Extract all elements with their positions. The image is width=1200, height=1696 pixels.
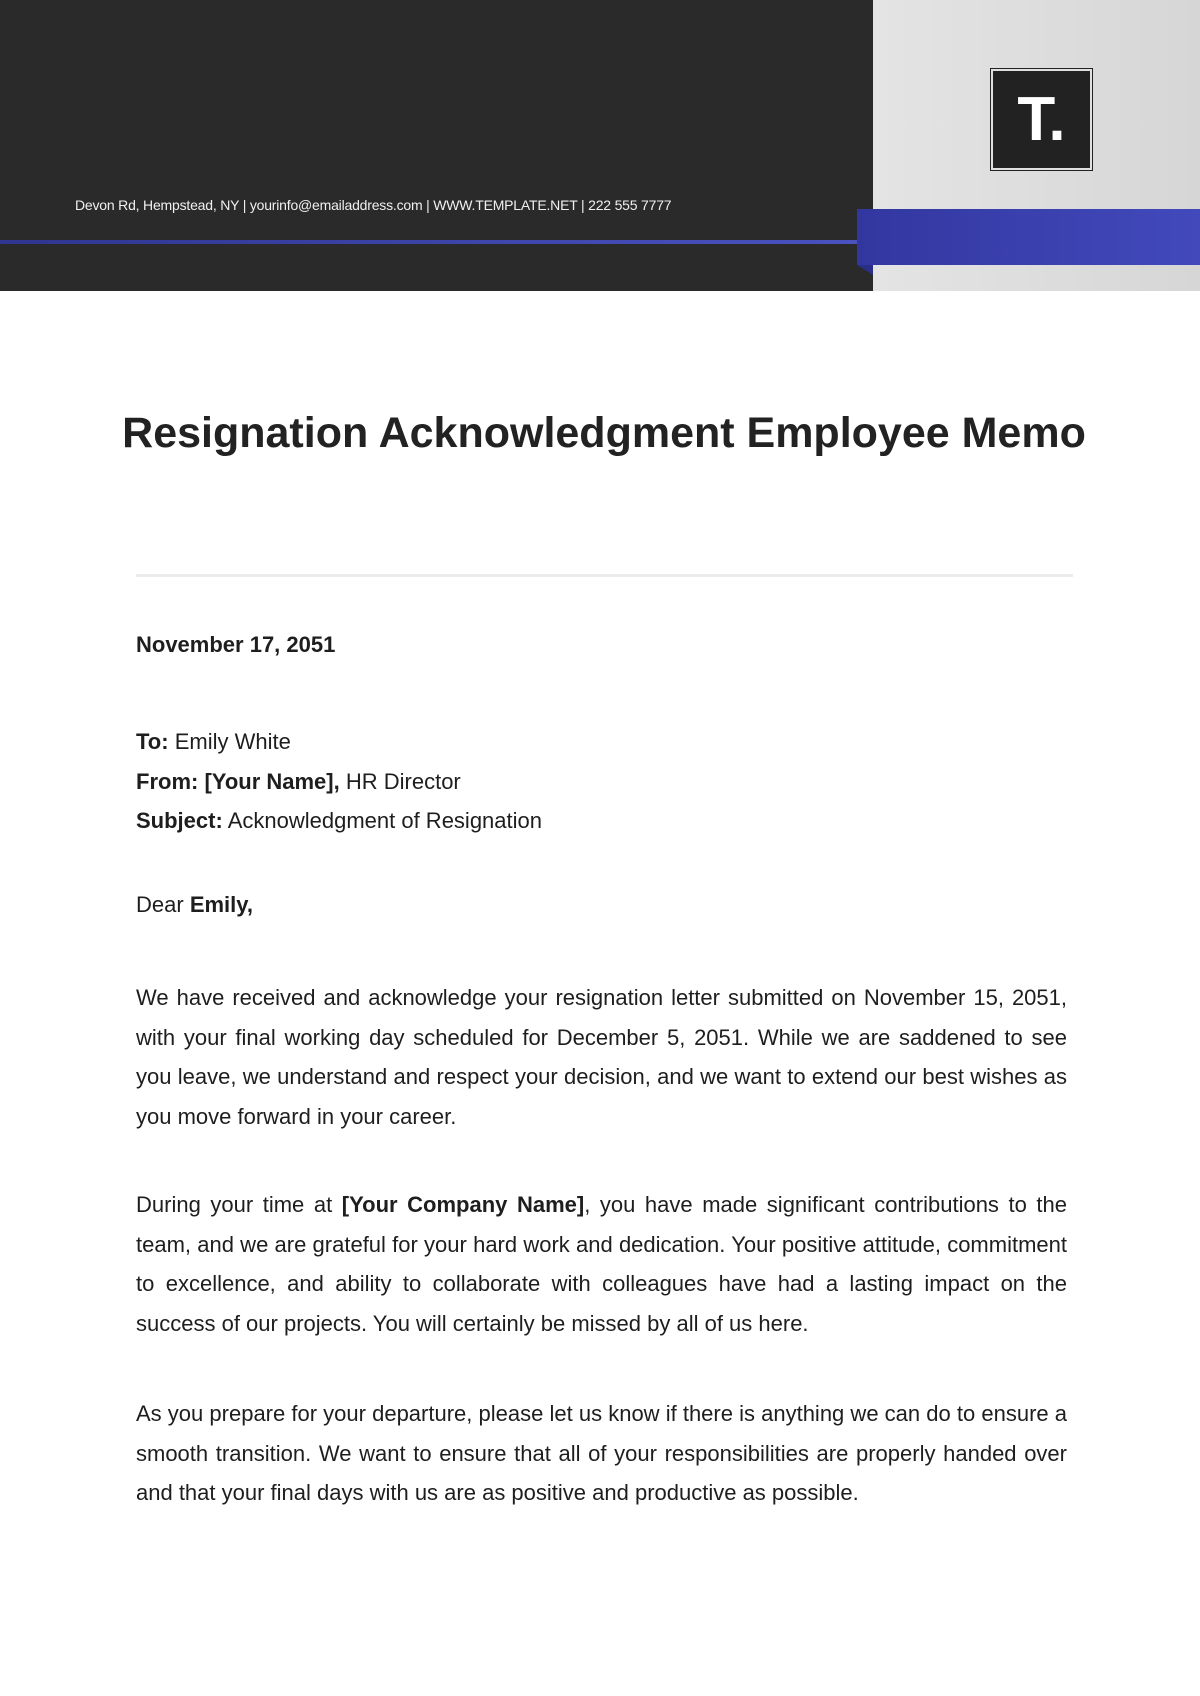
paragraph-3: As you prepare for your departure, please let us know if there is anything we can do to ensure a smooth transition. We want to ensure that all of your responsibilities are properly handed over and that your final days with us are as positive and productive as possible.	[136, 1401, 1067, 1505]
from-name: [Your Name],	[204, 768, 340, 794]
from-value: HR Director	[345, 768, 461, 794]
accent-band-fold	[857, 265, 873, 275]
contact-info: Devon Rd, Hempstead, NY | yourinfo@emailaddress.com | WWW.TEMPLATE.NET | 222 555 7777	[75, 197, 672, 213]
greeting	[136, 892, 1067, 918]
greeting-name: Emily,	[189, 892, 253, 917]
p2-text-start: During your time at	[136, 1192, 333, 1217]
to-value: Emily White	[174, 729, 291, 754]
header-accent-line	[0, 240, 860, 244]
company-name: [Your Company Name]	[341, 1192, 585, 1217]
header-dark-panel	[0, 0, 873, 291]
from-label: From:	[136, 768, 199, 794]
from-line	[136, 762, 1067, 802]
subject-label: Subject:	[136, 808, 223, 833]
memo-header	[136, 722, 1067, 841]
subject-line	[136, 801, 1067, 841]
p2-text-end: , you have made significant contributions to the team, and we are grateful for your hard work and dedication. Your positive attitude, commitment to excellence, and ability to collaborate with colleagues have had a lasting impact on the success of our projects. You will certainly be missed by all of us here.	[136, 1192, 1067, 1336]
to-line	[136, 722, 1067, 762]
greeting-dear: Dear	[136, 892, 184, 917]
paragraph-1: We have received and acknowledge your resignation letter submitted on November 15, 2051, with your final working day scheduled for December 5, 2051. While we are saddened to see you leave, we understand and respect your decision, and we want to extend our best wishes as you move forward in your career.	[136, 985, 1067, 1129]
header-accent-band	[857, 209, 1200, 265]
memo-date: November 17, 2051	[136, 632, 336, 657]
to-label: To:	[136, 729, 169, 754]
company-logo	[993, 71, 1090, 168]
title-divider	[136, 574, 1073, 577]
paragraph-2	[136, 1185, 1067, 1343]
logo-letter: T.	[1017, 84, 1066, 154]
page-title: Resignation Acknowledgment Employee Memo	[122, 409, 1086, 457]
subject-value: Acknowledgment of Resignation	[227, 808, 542, 833]
